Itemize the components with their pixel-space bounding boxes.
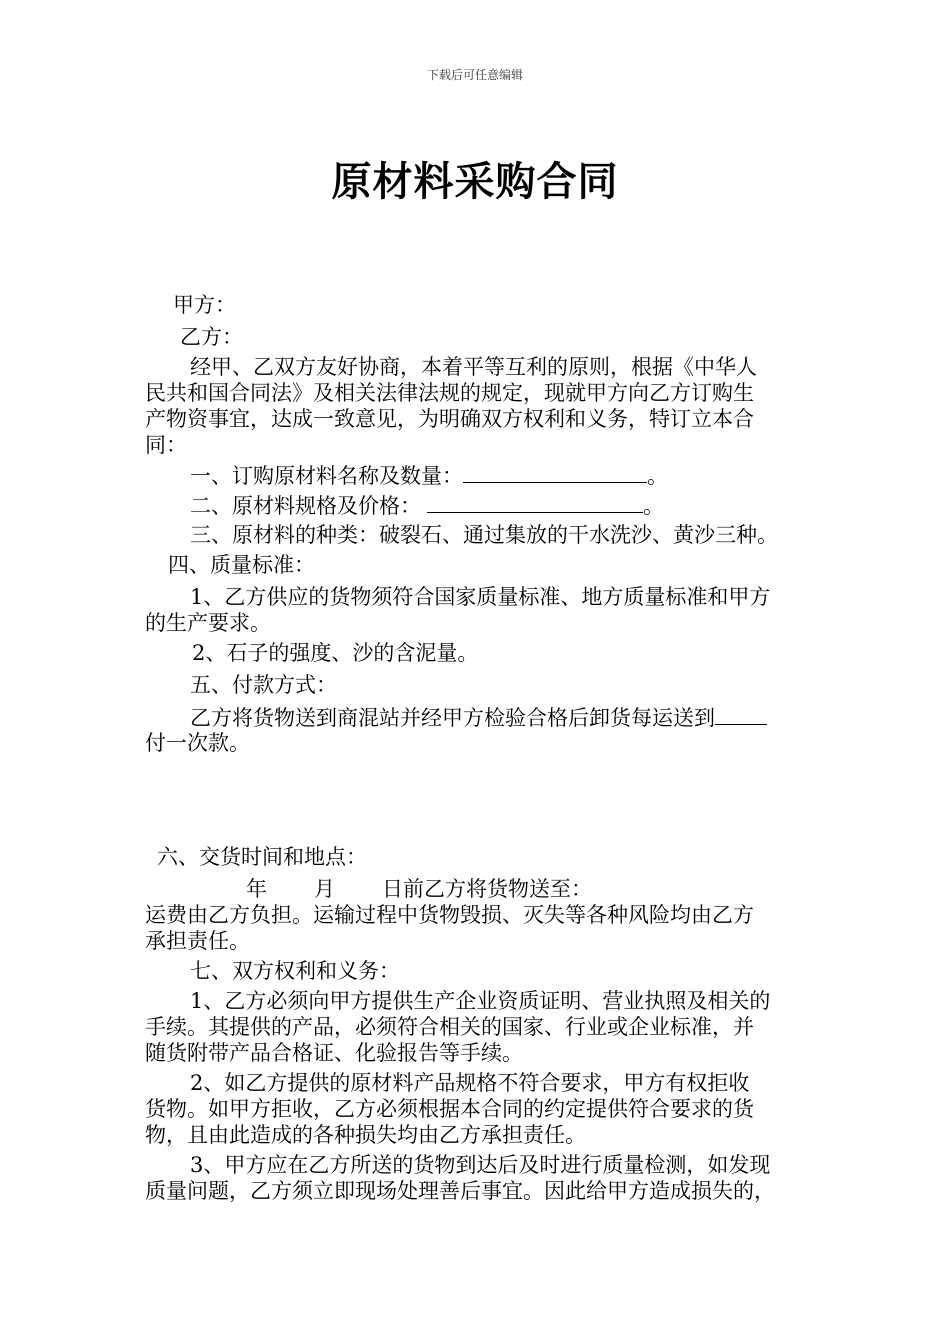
clause-7-item-2: 货物。如甲方拒收，乙方必须根据本合同的约定提供符合要求的货 bbox=[145, 1097, 754, 1121]
document-title: 原材料采购合同 bbox=[331, 159, 619, 205]
clause-2-blank[interactable] bbox=[427, 492, 643, 513]
clause-7-item-2: 物，且由此造成的各种损失均由乙方承担责任。 bbox=[145, 1123, 586, 1147]
clause-1 bbox=[190, 462, 668, 489]
clause-6-line: 承担责任。 bbox=[145, 929, 250, 953]
clause-7-item-3: 3、甲方应在乙方所送的货物到达后及时进行质量检测，如发现 bbox=[190, 1153, 771, 1177]
intro-line: 经甲、乙双方友好协商，本着平等互利的原则，根据《中华人 bbox=[190, 355, 757, 379]
clause-5-line bbox=[190, 704, 767, 731]
clause-1-label: 一、订购原材料名称及数量： bbox=[190, 464, 463, 488]
clause-6-day-text: 日前乙方将货物送至： bbox=[382, 877, 592, 901]
clause-7-item-2: 2、如乙方提供的原材料产品规格不符合要求，甲方有权拒收 bbox=[190, 1071, 750, 1095]
clause-7-item-3: 质量问题，乙方须立即现场处理善后事宜。因此给甲方造成损失的， bbox=[145, 1179, 775, 1203]
page-header: 下载后可任意编辑 bbox=[426, 68, 523, 82]
clause-7-item-1: 手续。其提供的产品，必须符合相关的国家、行业或企业标准，并 bbox=[145, 1015, 754, 1039]
clause-2-label: 二、原材料规格及价格： bbox=[190, 494, 421, 518]
intro-line: 民共和国合同法》及相关法律法规的规定，现就甲方向乙方订购生 bbox=[145, 381, 754, 405]
clause-1-end: 。 bbox=[647, 464, 668, 488]
clause-7-heading: 七、双方权利和义务： bbox=[190, 959, 400, 983]
clause-4-item-2: 2、石子的强度、沙的含泥量。 bbox=[192, 641, 479, 665]
clause-6-year: 年 bbox=[246, 877, 267, 901]
clause-1-blank[interactable] bbox=[463, 462, 647, 483]
clause-5-blank[interactable] bbox=[715, 704, 767, 725]
party-b-label: 乙方： bbox=[180, 325, 243, 349]
party-a-label: 甲方： bbox=[173, 293, 236, 317]
clause-6-line: 运费由乙方负担。运输过程中货物毁损、灭失等各种风险均由乙方 bbox=[145, 903, 754, 927]
clause-4-item-1: 1、乙方供应的货物须符合国家质量标准、地方质量标准和甲方 bbox=[190, 585, 771, 609]
intro-line: 同： bbox=[145, 433, 187, 457]
clause-6-heading: 六、交货时间和地点： bbox=[157, 845, 367, 869]
clause-6-month: 月 bbox=[314, 877, 335, 901]
clause-4-item-1: 的生产要求。 bbox=[145, 611, 271, 635]
clause-7-item-1: 随货附带产品合格证、化验报告等手续。 bbox=[145, 1041, 523, 1065]
clause-7-item-1: 1、乙方必须向甲方提供生产企业资质证明、营业执照及相关的 bbox=[190, 989, 771, 1013]
clause-5-text: 乙方将货物送到商混站并经甲方检验合格后卸货每运送到 bbox=[190, 706, 715, 730]
clause-2-end: 。 bbox=[643, 494, 664, 518]
clause-5-heading: 五、付款方式： bbox=[190, 673, 337, 697]
clause-2 bbox=[190, 492, 664, 519]
intro-line: 产物资事宜，达成一致意见，为明确双方权利和义务，特订立本合 bbox=[145, 407, 754, 431]
clause-4-heading: 四、质量标准： bbox=[168, 553, 315, 577]
clause-5-line: 付一次款。 bbox=[145, 731, 250, 755]
clause-3: 三、原材料的种类：破裂石、通过集放的干水洗沙、黄沙三种。 bbox=[190, 523, 778, 547]
